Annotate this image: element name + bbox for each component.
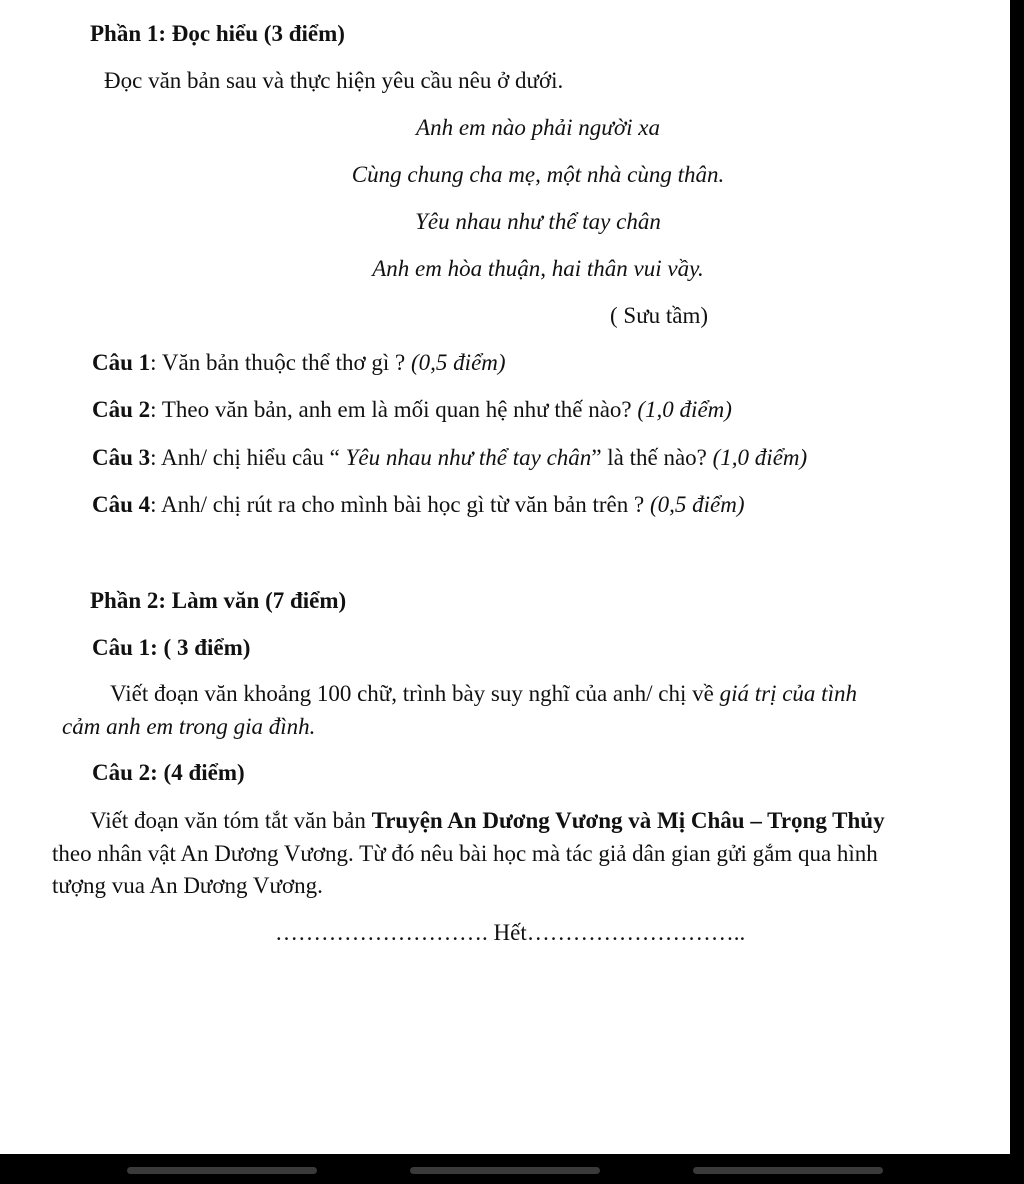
question-points: (1,0 điểm) (712, 445, 808, 470)
question-1 (92, 348, 506, 378)
poem-source: ( Sưu tầm) (610, 303, 709, 328)
question-points: (1,0 điểm) (637, 397, 732, 422)
nav-pill-center[interactable] (410, 1167, 600, 1174)
question-3 (92, 443, 807, 473)
question-text: : Theo văn bản, anh em là mối quan hệ như thế nào? (150, 397, 638, 422)
question-label: Câu 1 (92, 350, 151, 375)
part2-heading: Phần 2: Làm văn (7 điểm) (90, 588, 347, 613)
bottom-navigation-bar (0, 1154, 1024, 1184)
part2-q1-text-cont: cảm anh em trong gia đình. (62, 714, 316, 739)
poem-line: Cùng chung cha mẹ, một nhà cùng thân. (351, 162, 725, 187)
part1-heading: Phần 1: Đọc hiểu (3 điểm) (90, 21, 345, 46)
poem-line: Yêu nhau như thể tay chân (415, 209, 661, 234)
question-text: : Văn bản thuộc thể thơ gì ? (150, 350, 412, 375)
question-2 (92, 395, 732, 425)
poem-line: Anh em hòa thuận, hai thân vui vầy. (372, 256, 704, 281)
question-label: Câu 3 (92, 445, 151, 470)
question-text-after: ” là thế nào? (591, 445, 713, 470)
question-quote: Yêu nhau như thể tay chân (345, 445, 592, 470)
end-marker: ………………………. Hết……………………….. (275, 920, 746, 945)
screen-edge (1010, 0, 1024, 1154)
nav-pill-right[interactable] (693, 1167, 883, 1174)
q1-emphasis: giá trị của tình (719, 681, 857, 706)
part2-q1-text (110, 679, 857, 709)
part2-q1-heading: Câu 1: ( 3 điểm) (92, 635, 251, 660)
part2-q2-line3: tượng vua An Dương Vương. (52, 873, 323, 898)
part1-instruction: Đọc văn bản sau và thực hiện yêu cầu nêu ở dưới. (104, 68, 564, 93)
nav-pill-left[interactable] (127, 1167, 317, 1174)
question-text: : Anh/ chị hiểu câu “ (150, 445, 346, 470)
q1-prompt: Viết đoạn văn khoảng 100 chữ, trình bày suy nghĩ của anh/ chị về (110, 681, 720, 706)
question-label: Câu 2 (92, 397, 151, 422)
question-4 (92, 490, 745, 520)
question-points: (0,5 điểm) (411, 350, 506, 375)
q2-story-title: Truyện An Dương Vương và Mị Châu – Trọng Thủy (371, 808, 885, 833)
part2-q2-line2: theo nhân vật An Dương Vương. Từ đó nêu bài học mà tác giả dân gian gửi gắm qua hình (52, 841, 878, 866)
part2-q2-heading: Câu 2: (4 điểm) (92, 760, 245, 785)
question-text: : Anh/ chị rút ra cho mình bài học gì từ văn bản trên ? (150, 492, 650, 517)
part2-q2-line1 (90, 806, 885, 836)
question-points: (0,5 điểm) (649, 492, 745, 517)
q2-prompt: Viết đoạn văn tóm tắt văn bản (90, 808, 372, 833)
question-label: Câu 4 (92, 492, 151, 517)
poem-line: Anh em nào phải người xa (416, 115, 660, 140)
